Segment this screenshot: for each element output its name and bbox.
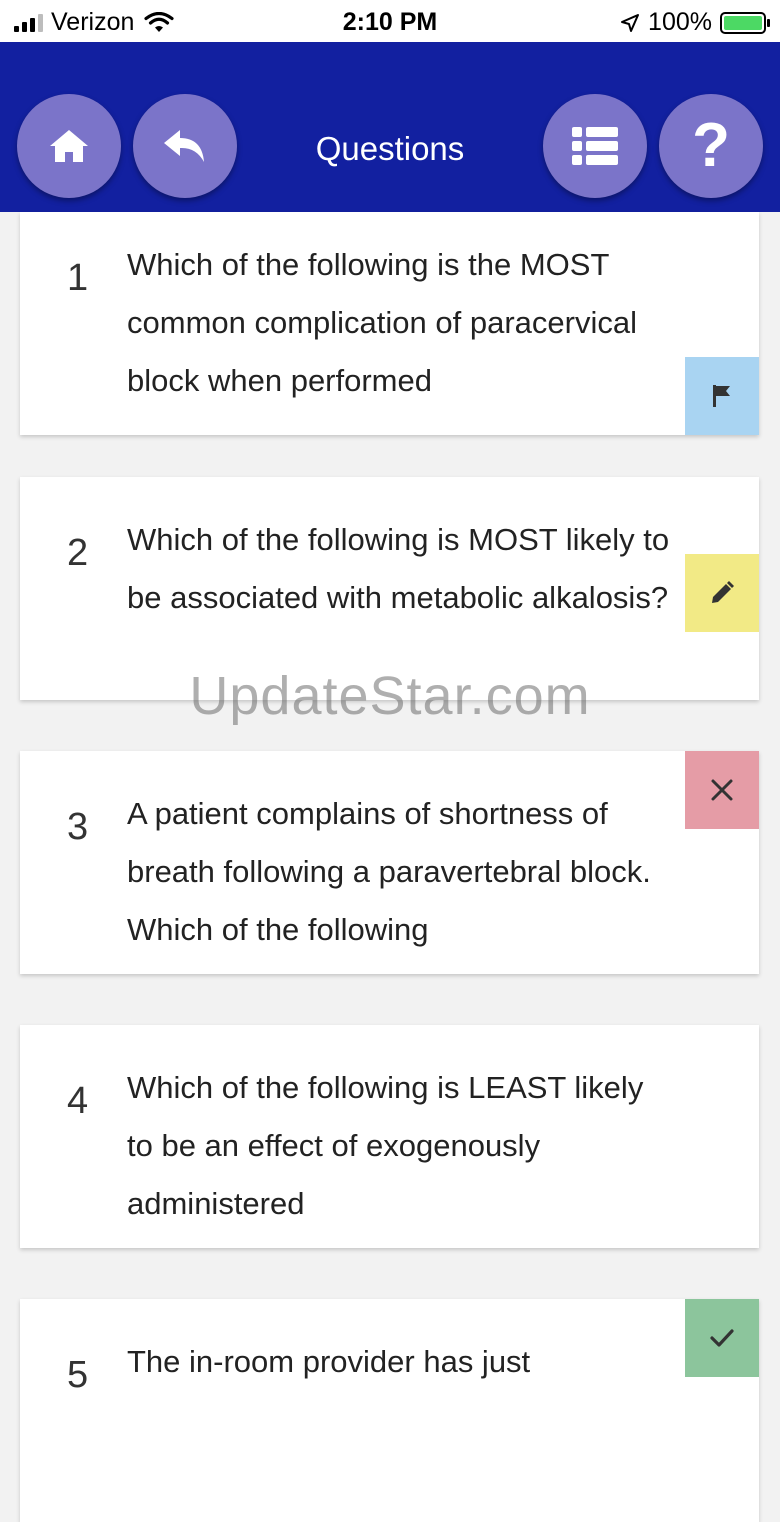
question-text: Which of the following is MOST likely to be associated with metabolic alkalosis?: [127, 522, 670, 615]
question-text: The in-room provider has just: [127, 1344, 531, 1379]
watermark: UpdateStar.com: [189, 666, 591, 726]
question-text: A patient complains of shortness of breath following a paravertebral block. Which of the following: [127, 796, 651, 947]
question-number: 3: [67, 806, 89, 848]
correct-badge[interactable]: [685, 1299, 759, 1377]
back-button[interactable]: [133, 94, 237, 198]
question-text: Which of the following is LEAST likely to be an effect of exogenously administered: [127, 1070, 644, 1221]
pencil-icon: [709, 580, 735, 606]
flag-icon: [710, 383, 734, 409]
question-number: 5: [67, 1354, 89, 1396]
help-button[interactable]: [659, 94, 763, 198]
question-text: Which of the following is the MOST common complication of paracervical block when performed: [127, 247, 637, 398]
location-icon: [620, 13, 640, 33]
edit-badge[interactable]: [685, 554, 759, 632]
question-number: 4: [67, 1080, 89, 1122]
question-card[interactable]: [20, 212, 759, 435]
list-button[interactable]: [543, 94, 647, 198]
status-time: 2:10 PM: [342, 8, 438, 36]
home-icon: [48, 128, 90, 164]
question-card[interactable]: [20, 1299, 759, 1522]
battery-icon: [720, 12, 766, 34]
status-bar: [0, 0, 780, 42]
reply-icon: [162, 126, 208, 166]
app-bar: [0, 42, 780, 212]
incorrect-badge[interactable]: [685, 751, 759, 829]
battery-percent: 100%: [648, 8, 712, 36]
home-button[interactable]: [17, 94, 121, 198]
question-card[interactable]: [20, 751, 759, 974]
question-number: 1: [67, 257, 89, 299]
list-icon: [572, 127, 618, 165]
check-icon: [709, 1327, 735, 1349]
page-title: Questions: [315, 130, 465, 167]
question-number: 2: [67, 532, 89, 574]
carrier-label: Verizon: [51, 8, 135, 36]
help-icon: ?: [692, 111, 730, 180]
flag-badge[interactable]: [685, 357, 759, 435]
close-icon: [710, 778, 734, 802]
question-card[interactable]: [20, 1025, 759, 1248]
